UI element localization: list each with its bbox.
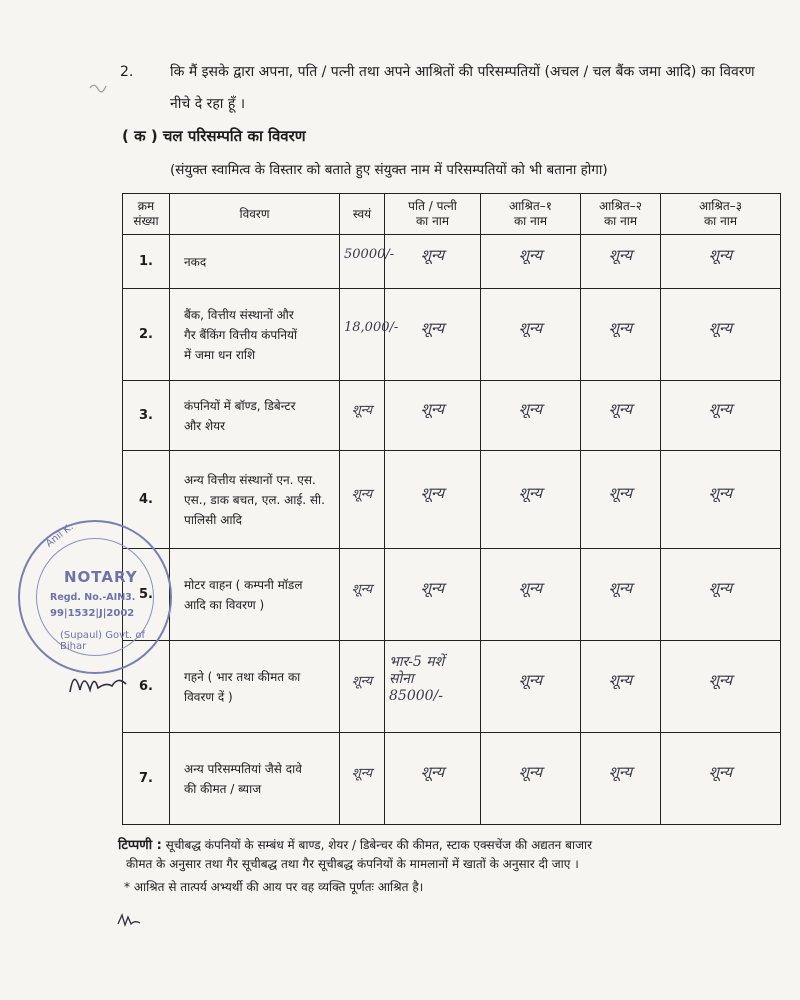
cell-dependent-2: शून्य bbox=[581, 733, 661, 825]
section-note: (संयुक्त स्वामित्व के विस्तार को बताते हुए संयुक्त नाम में परिसम्पतियों को भी बताना होगा) bbox=[170, 162, 608, 178]
cell-dependent-1: शून्य bbox=[481, 451, 581, 549]
section-heading: ( क ) चल परिसम्पति का विवरण bbox=[122, 127, 306, 145]
cell-dependent-1: शून्य bbox=[481, 235, 581, 289]
cell-dependent-3: शून्य bbox=[661, 381, 781, 451]
cell-dependent-2: शून्य bbox=[581, 451, 661, 549]
cell-description: मोटर वाहन ( कम्पनी मॉडल आदि का विवरण ) bbox=[170, 549, 340, 641]
cell-description: अन्य परिसम्पतियां जैसे दावे की कीमत / ब्याज bbox=[170, 733, 340, 825]
cell-dependent-1: शून्य bbox=[481, 289, 581, 381]
cell-spouse: शून्य bbox=[385, 733, 481, 825]
cell-dependent-2: शून्य bbox=[581, 235, 661, 289]
cell-dependent-3: शून्य bbox=[661, 733, 781, 825]
header-serial: क्रम संख्या bbox=[123, 194, 170, 235]
cell-dependent-2: शून्य bbox=[581, 549, 661, 641]
cell-self: 18,000/- bbox=[340, 289, 385, 381]
cell-spouse: शून्य bbox=[385, 381, 481, 451]
cell-description: अन्य वित्तीय संस्थानों एन. एस. एस., डाक बचत, एल. आई. सी. पालिसी आदि bbox=[170, 451, 340, 549]
cell-dependent-1: शून्य bbox=[481, 733, 581, 825]
cell-description: नकद bbox=[170, 235, 340, 289]
stamp-rim-bottom: (Supaul) Govt. of Bihar bbox=[60, 630, 145, 652]
remark-label: टिप्पणी : bbox=[118, 838, 162, 853]
table-header-row bbox=[123, 194, 781, 235]
table-row bbox=[123, 381, 781, 451]
remark-line-2: कीमत के अनुसार तथा गैर सूचीबद्ध तथा गैर सूचीबद्ध कंपनियों के मामलानों में खातों के अनुसार दी जाए । bbox=[126, 857, 579, 871]
table-row bbox=[123, 289, 781, 381]
table-row bbox=[123, 641, 781, 733]
stamp-rim-top: Anil K. bbox=[43, 521, 76, 550]
cell-dependent-1: शून्य bbox=[481, 549, 581, 641]
header-spouse: पति / पत्नी का नाम bbox=[385, 194, 481, 235]
remark bbox=[118, 836, 788, 873]
movable-assets-table bbox=[122, 193, 781, 825]
remark-line-1: सूचीबद्ध कंपनियों के सम्बंध में बाण्ड, शेयर / डिबेन्चर की कीमत, स्टाक एक्सचेंज की अद्यतन बाजार bbox=[165, 838, 593, 852]
cell-dependent-3: शून्य bbox=[661, 235, 781, 289]
table-row bbox=[123, 451, 781, 549]
paragraph-text: कि मैं इसके द्वारा अपना, पति / पत्नी तथा अपने आश्रितों की परिसम्पतियों (अचल / चल बैंक जमा आदि) का विवरण नीचे दे रहा हूँ । bbox=[170, 64, 755, 112]
cell-self: शून्य bbox=[340, 641, 385, 733]
ink-mark-icon bbox=[88, 80, 108, 94]
header-dependent-1: आश्रित–१ का नाम bbox=[481, 194, 581, 235]
stamp-registration: Regd. No.-AIN3. bbox=[50, 592, 136, 603]
cell-serial: 3. bbox=[123, 381, 170, 451]
cell-dependent-3: शून्य bbox=[661, 289, 781, 381]
cell-self: शून्य bbox=[340, 381, 385, 451]
notary-stamp bbox=[18, 520, 172, 674]
cell-spouse: शून्य bbox=[385, 289, 481, 381]
cell-dependent-1: शून्य bbox=[481, 381, 581, 451]
footnote: * आश्रित से तात्पर्य अभ्यर्थी की आय पर वह व्यक्ति पूर्णतः आश्रित है। bbox=[124, 880, 424, 894]
cell-spouse: शून्य bbox=[385, 451, 481, 549]
paragraph-number: 2. bbox=[120, 64, 134, 80]
table-row bbox=[123, 235, 781, 289]
cell-self: शून्य bbox=[340, 549, 385, 641]
cell-self: शून्य bbox=[340, 451, 385, 549]
cell-dependent-2: शून्य bbox=[581, 381, 661, 451]
stamp-registration-number: 99|1532|J|2002 bbox=[50, 608, 135, 619]
cell-spouse: शून्य bbox=[385, 235, 481, 289]
cell-serial: 6. bbox=[123, 641, 170, 733]
cell-dependent-3: शून्य bbox=[661, 549, 781, 641]
declaration-paragraph bbox=[120, 56, 770, 120]
signature-icon bbox=[66, 662, 136, 702]
header-dependent-2: आश्रित–२ का नाम bbox=[581, 194, 661, 235]
cell-self: शून्य bbox=[340, 733, 385, 825]
initials-mark-icon bbox=[116, 912, 142, 928]
cell-serial: 5. bbox=[123, 549, 170, 641]
cell-description: कंपनियों में बॉण्ड, डिबेन्टर और शेयर bbox=[170, 381, 340, 451]
cell-dependent-3: शून्य bbox=[661, 641, 781, 733]
cell-dependent-2: शून्य bbox=[581, 641, 661, 733]
cell-self: 50000/- bbox=[340, 235, 385, 289]
table-row bbox=[123, 549, 781, 641]
cell-spouse: भार-5 मशें सोना 85000/- bbox=[385, 641, 481, 733]
header-description: विवरण bbox=[170, 194, 340, 235]
cell-serial: 7. bbox=[123, 733, 170, 825]
header-self: स्वयं bbox=[340, 194, 385, 235]
cell-serial: 1. bbox=[123, 235, 170, 289]
cell-dependent-2: शून्य bbox=[581, 289, 661, 381]
header-dependent-3: आश्रित–३ का नाम bbox=[661, 194, 781, 235]
cell-spouse: शून्य bbox=[385, 549, 481, 641]
cell-description: बैंक, वित्तीय संस्थानों और गैर बैंकिंग वित्तीय कंपनियों में जमा धन राशि bbox=[170, 289, 340, 381]
stamp-title: NOTARY bbox=[64, 568, 138, 586]
cell-dependent-1: शून्य bbox=[481, 641, 581, 733]
cell-serial: 2. bbox=[123, 289, 170, 381]
cell-serial: 4. bbox=[123, 451, 170, 549]
cell-dependent-3: शून्य bbox=[661, 451, 781, 549]
cell-description: गहने ( भार तथा कीमत का विवरण दें ) bbox=[170, 641, 340, 733]
table-row bbox=[123, 733, 781, 825]
